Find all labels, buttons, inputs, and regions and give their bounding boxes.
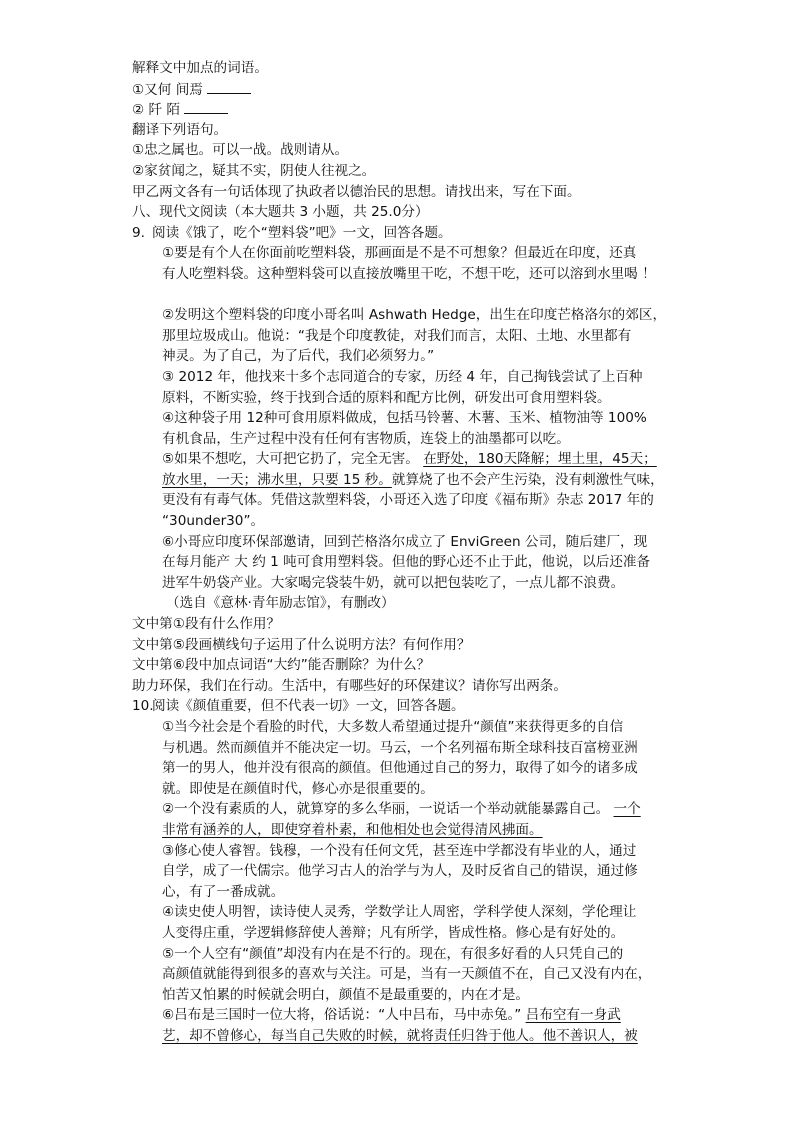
word-item-1-text: ①又何 间焉 xyxy=(132,81,203,98)
word-item-2-text: ② 阡 陌 xyxy=(132,102,181,119)
translate-prompt: 翻译下列语句。 xyxy=(132,121,228,138)
q10-title-line xyxy=(132,696,672,717)
q9-number: 9. xyxy=(132,224,145,241)
q9-p5-line: 更没有有毒气体。凭借这款塑料袋，小哥还入选了印度《福布斯》杂志 2017 年的 xyxy=(162,492,654,509)
q10-p3-line: ③修心使人睿智。钱穆，一个没有任何文凭，甚至连中学都没有毕业的人，通过 xyxy=(162,842,637,859)
q9-p5-text: 就算烧了也不会产生污染，没有刺激性气味， xyxy=(391,471,664,488)
translate-sentence-2: ②家贫闻之，疑其不实，阴使人往视之。 xyxy=(132,162,376,179)
q10-title: 阅读《颜值重要，但不代表一切》一文，回答各题。 xyxy=(152,698,465,715)
q9-p1-line: ①要是有个人在你面前吃塑料袋，那画面是不是不可想象？但最近在印度，还真 xyxy=(162,245,637,262)
question-intro: 解释文中加点的词语。 xyxy=(132,60,268,76)
q9-p2-line: ②发明这个塑料袋的印度小哥名叫 Ashwath Hedge，出生在印度芒格洛尔的郊区， xyxy=(162,307,667,324)
underlined-sentence: 吕布空有一身武 xyxy=(525,1007,621,1024)
underlined-sentence: 在野处，180天降解；埋土里，45天； xyxy=(423,451,657,468)
translate-sentence-1: ①忠之属也。可以一战。战则请从。 xyxy=(132,142,349,159)
q10-p1-line: 与机遇。然而颜值并不能决定一切。马云，一个名列福布斯全球科技百富榜亚洲 xyxy=(162,739,638,756)
q9-p6-line: 进军牛奶袋产业。大家喝完袋装牛奶，就可以把包装吃了，一点儿都不浪费。 xyxy=(162,574,625,591)
q9-p5-text: ⑤如果不想吃，大可把它扔了，完全无害。 xyxy=(162,451,424,468)
q9-subquestion-1: 文中第①段有什么作用？ xyxy=(132,616,281,633)
q10-p5-line: ⑤一个人空有“颜值”却没有内在是不行的。现在，有很多好看的人只凭自己的 xyxy=(162,945,624,962)
q10-p2-text: ②一个没有素质的人，就算穿的多么华丽，一说话一个举动就能暴露自己。 xyxy=(162,801,614,818)
q9-title: 阅读《饿了，吃个“塑料袋”吧》一文，回答各题。 xyxy=(152,224,452,241)
q10-p1-line: 第一的男人，他并没有很高的颜值。但他通过自己的努力，取得了如今的诸多成 xyxy=(162,760,638,777)
q10-p4-line: 人变得庄重，学逻辑修辞使人善辩；凡有所学，皆成性格。修心是有好处的。 xyxy=(162,924,625,941)
q10-number: 10. xyxy=(132,698,154,715)
q10-p2-line xyxy=(132,799,672,820)
q10-p3-line: 心，有了一番成就。 xyxy=(162,883,285,900)
paragraph-gap xyxy=(132,285,672,306)
section-header: 八、现代文阅读（本大题共 3 小题，共 25.0分） xyxy=(132,204,429,221)
document-page xyxy=(132,58,672,1047)
q9-p2-line: 那里垃圾成山。他说：“我是个印度教徒，对我们而言，太阳、土地、水里都有 xyxy=(162,327,632,344)
q10-p5-line: 高颜值就能得到很多的喜欢与关注。可是，当有一天颜值不在，自己又没有内在， xyxy=(162,966,652,983)
word-item-2 xyxy=(132,99,672,120)
q9-p5-line xyxy=(132,470,672,491)
q10-p1-line: 就。即使是在颜值时代，修心亦是很重要的。 xyxy=(162,780,434,797)
q9-p4-line: ④这种袋子用 12种可食用原料做成，包括马铃薯、木薯、玉米、植物油等 100% xyxy=(162,410,647,427)
q10-p5-line: 怕苦又怕累的时候就会明白，颜值不是最重要的，内在才是。 xyxy=(162,986,530,1003)
q9-subquestion-2: 文中第⑤段画横线句子运用了什么说明方法？有何作用？ xyxy=(132,636,471,653)
q9-title-line xyxy=(132,223,672,244)
word-item-1 xyxy=(132,79,672,100)
underlined-sentence: 一个 xyxy=(613,801,641,818)
q10-p2-line xyxy=(132,820,672,841)
q10-p1-line: ①当今社会是个看脸的时代，大多数人希望通过提升“颜值”来获得更多的自信 xyxy=(162,719,624,735)
q9-p1-line: 有人吃塑料袋。这种塑料袋可以直接放嘴里干吃，不想干吃，还可以溶到水里喝 ！ xyxy=(162,265,656,282)
q9-subquestion-4: 助力环保，我们在行动。生活中，有哪些好的环保建议？请你写出两条。 xyxy=(132,677,567,694)
q9-p5-line: “30under30”。 xyxy=(162,513,265,530)
q9-p5-line xyxy=(132,449,672,470)
q10-p3-line: 自学，成了一代儒宗。他学习古人的治学与为人，及时反省自己的错误，通过修 xyxy=(162,863,638,880)
q9-p4-line: 有机食品，生产过程中没有任何有害物质，连袋上的油墨都可以吃。 xyxy=(162,430,570,447)
underlined-sentence: 放水里，一天；沸水里，只要 15 秒。 xyxy=(162,471,392,488)
q9-source: （选自《意林·青年励志馆》，有删改） xyxy=(166,595,395,612)
q9-subquestion-3: 文中第⑥段中加点词语“大约”能否删除？为什么？ xyxy=(132,657,431,674)
answer-blank-1[interactable] xyxy=(207,79,251,94)
answer-blank-2[interactable] xyxy=(184,99,228,114)
find-sentence-prompt: 甲乙两文各有一句话体现了执政者以德治民的思想。请找出来，写在下面。 xyxy=(132,183,581,200)
q9-p6-line: 在每月能产 大 约 1 吨可食用塑料袋。但他的野心还不止于此，他说，以后还准备 xyxy=(162,554,651,571)
q9-p6-line: ⑥小哥应印度环保部邀请，回到芒格洛尔成立了 EnviGreen 公司，随后建厂，现 xyxy=(162,533,648,550)
q10-p6-text: ⑥吕布是三国时一位大将，俗话说：“人中吕布，马中赤兔。” xyxy=(162,1007,526,1024)
q10-p6-line xyxy=(132,1005,672,1026)
q10-p6-line xyxy=(132,1026,672,1047)
q9-p3-line: 原料，不断实验，终于找到合适的原料和配方比例，研发出可食用塑料袋。 xyxy=(162,389,611,406)
underlined-sentence: 非常有涵养的人，即使穿着朴素，和他相处也会觉得清风拂面。 xyxy=(162,821,543,838)
q10-p4-line: ④读史使人明智，读诗使人灵秀，学数学让人周密，学科学使人深刻，学伦理让 xyxy=(162,904,637,921)
q9-p2-line: 神灵。为了自己，为了后代，我们必须努力。” xyxy=(162,348,435,365)
q9-p3-line: ③ 2012 年，他找来十多个志同道合的专家，历经 4 年，自己掏钱尝试了上百种 xyxy=(162,368,643,385)
underlined-sentence: 艺，却不曾修心，每当自己失败的时候，就将责任归咎于他人。他不善识人，被 xyxy=(162,1027,638,1044)
